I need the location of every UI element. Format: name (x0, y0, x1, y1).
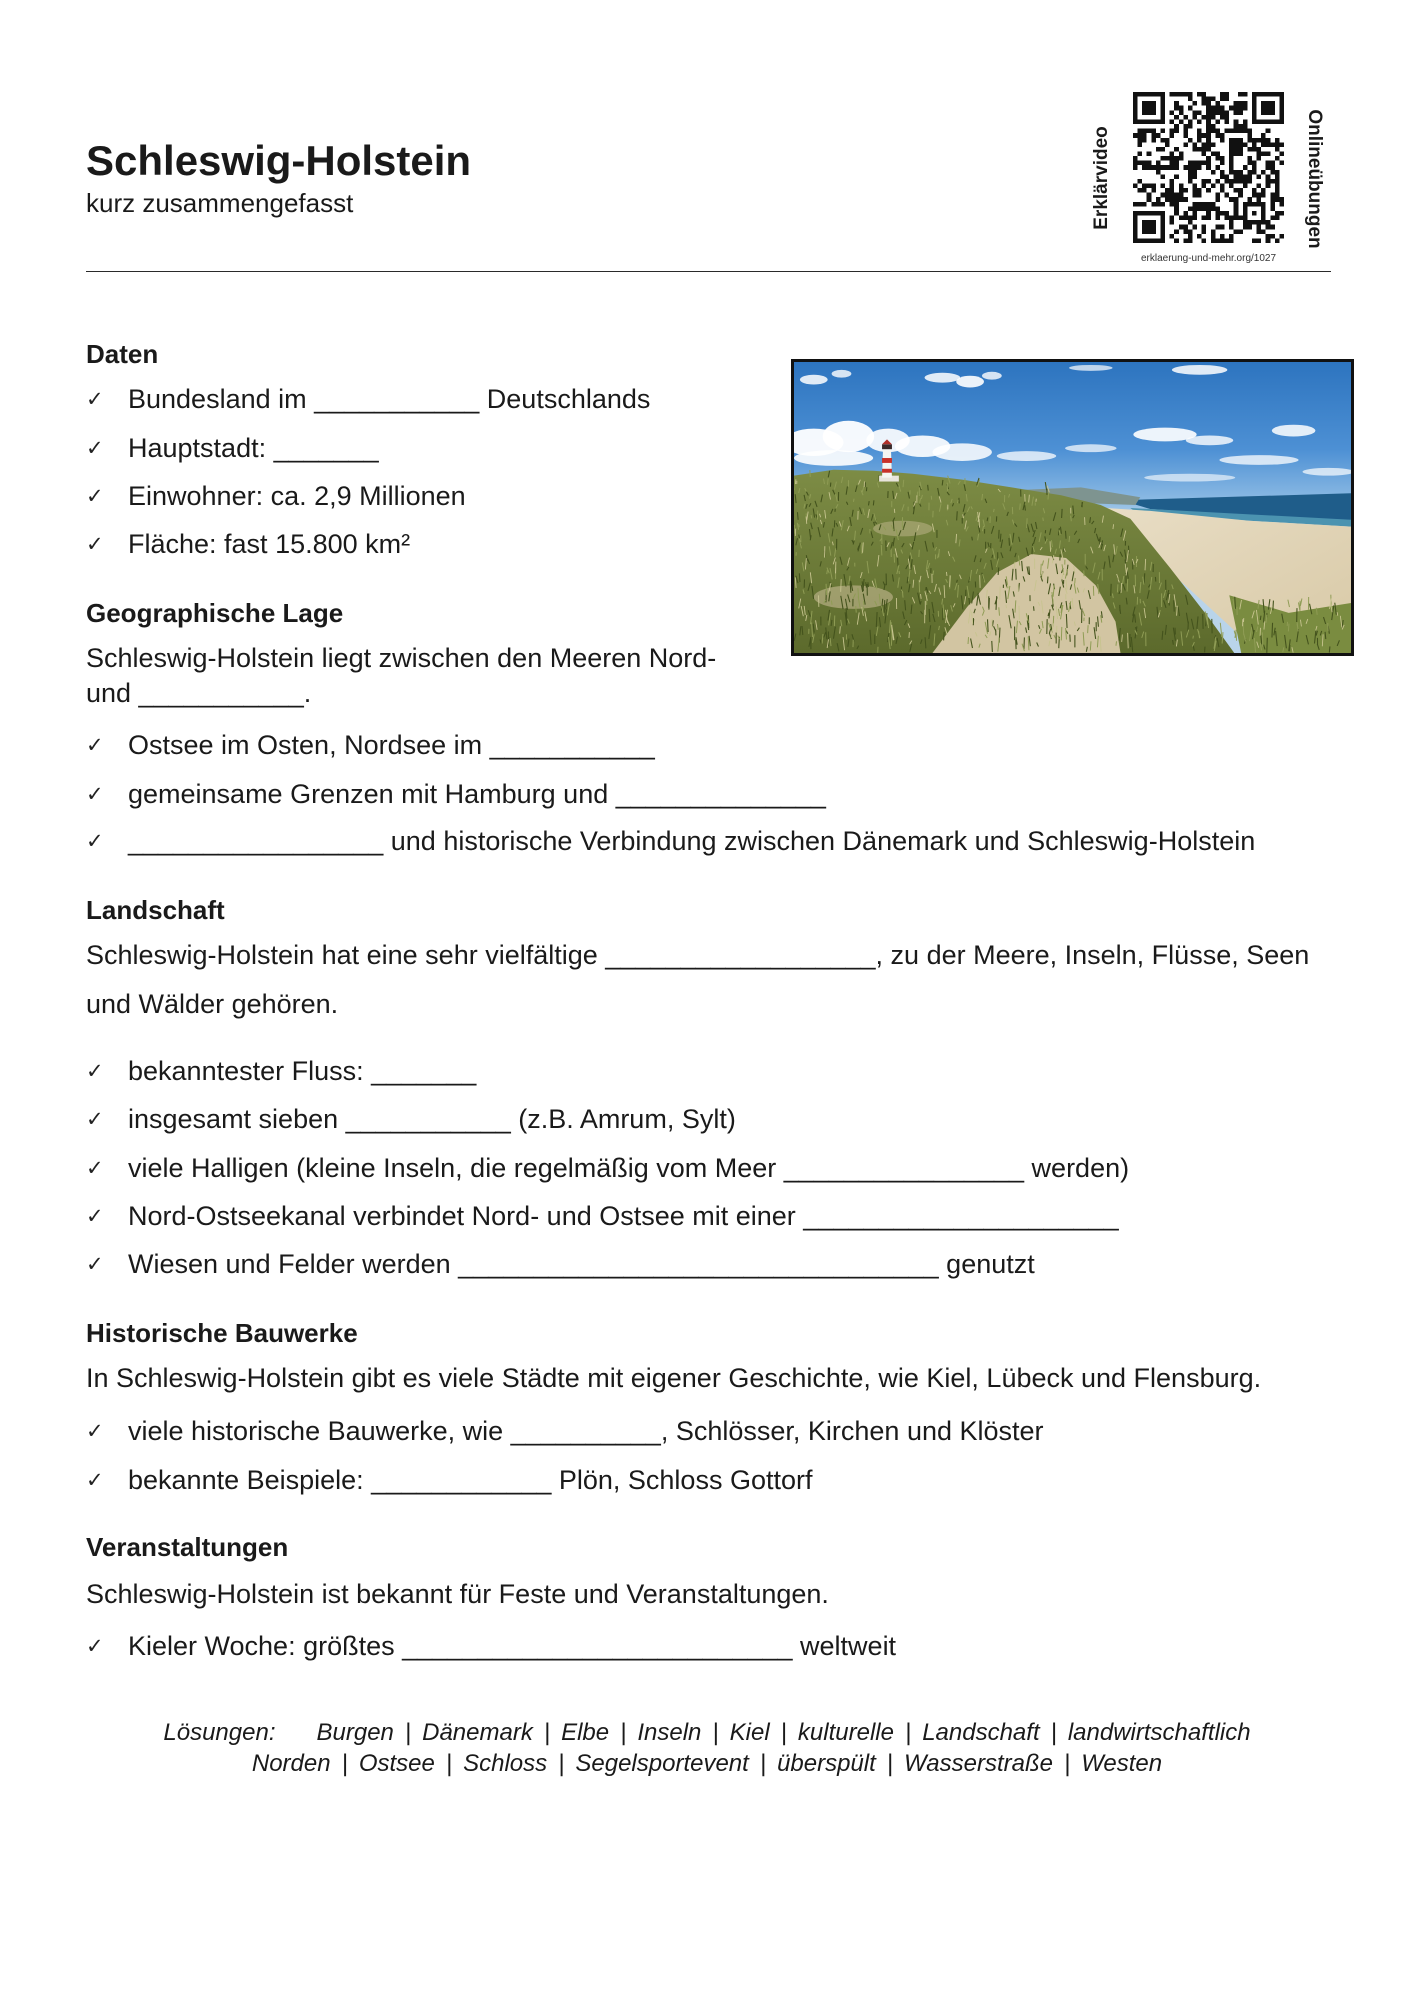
solution-separator: | (780, 1719, 787, 1746)
solution-word: kulturelle (797, 1719, 894, 1746)
qr-label-erklaervideo: Erklärvideo (1091, 126, 1112, 230)
page-subtitle: kurz zusammengefasst (86, 188, 354, 218)
paragraph-line: Schleswig-Holstein liegt zwischen den Meeren Nord- (86, 643, 717, 673)
check-icon: ✓ (86, 1252, 104, 1276)
list-item-text: Wiesen und Felder werden ________________________________ genutzt (128, 1249, 1035, 1279)
solution-separator: | (1050, 1719, 1057, 1746)
list-item-text: gemeinsame Grenzen mit Hamburg und ______________ (128, 779, 826, 809)
paragraph-line: und Wälder gehören. (86, 989, 339, 1019)
solution-word: Westen (1081, 1750, 1163, 1777)
cloud (832, 370, 852, 378)
solution-separator: | (904, 1719, 912, 1746)
list-item (86, 382, 1346, 416)
list-item (86, 777, 1346, 811)
qr-label-onlineuebungen: Onlineübungen (1304, 109, 1325, 249)
solution-word: Dänemark (422, 1719, 533, 1746)
list-item (86, 479, 1346, 513)
check-icon: ✓ (86, 1059, 104, 1083)
list-item-text: Ostsee im Osten, Nordsee im ___________ (128, 730, 655, 760)
list-item-text: Einwohner: ca. 2,9 Millionen (128, 481, 466, 511)
solution-word: Wasserstraße (904, 1750, 1053, 1777)
solution-word: Landschaft (922, 1719, 1040, 1746)
check-icon: ✓ (86, 782, 104, 806)
check-icon: ✓ (86, 829, 104, 853)
solution-separator: | (886, 1750, 894, 1777)
list-item (86, 1247, 1346, 1281)
solutions-words (252, 1750, 1162, 1778)
solution-word: Ostsee (358, 1750, 435, 1777)
heading-landschaft: Landschaft (86, 895, 225, 925)
solution-word: überspült (777, 1750, 876, 1777)
heading-geographische-lage: Geographische Lage (86, 598, 344, 628)
check-icon: ✓ (86, 1107, 104, 1131)
solutions-words (317, 1719, 1251, 1747)
list-item-text: Hauptstadt: _______ (128, 433, 379, 463)
solutions-line-2 (0, 1750, 1414, 1778)
check-icon: ✓ (86, 436, 104, 460)
list-item (86, 431, 1346, 465)
solution-word: Inseln (637, 1719, 702, 1746)
solution-separator: | (543, 1719, 551, 1746)
cloud (982, 372, 1002, 380)
check-icon: ✓ (86, 532, 104, 556)
solution-separator: | (620, 1719, 627, 1746)
list-item (86, 728, 1346, 762)
list-item-text: _________________ und historische Verbindung zwischen Dänemark und Schleswig-Holstein (128, 826, 1256, 856)
list-item-text: Fläche: fast 15.800 km² (128, 529, 411, 559)
qr-code-graphic (1133, 92, 1284, 243)
paragraph-line: Schleswig-Holstein hat eine sehr vielfältige __________________, zu der Meere, Inseln, Flüsse, Seen (86, 940, 1310, 970)
list-item (86, 1102, 1346, 1136)
list-item (86, 1414, 1346, 1448)
list-item-text: bekanntester Fluss: _______ (128, 1056, 477, 1086)
solution-separator: | (445, 1750, 453, 1777)
list-item-text: viele historische Bauwerke, wie __________, Schlösser, Kirchen und Klöster (128, 1416, 1044, 1446)
list-item (86, 527, 1346, 561)
list-item (86, 1463, 1346, 1497)
page-title: Schleswig-Holstein (86, 137, 472, 184)
paragraph-line: Schleswig-Holstein ist bekannt für Feste und Veranstaltungen. (86, 1579, 829, 1609)
list-item-text: viele Halligen (kleine Inseln, die regelmäßig vom Meer ________________ werden) (128, 1153, 1130, 1183)
check-icon: ✓ (86, 484, 104, 508)
check-icon: ✓ (86, 1204, 104, 1228)
solution-separator: | (341, 1750, 348, 1777)
solutions-label: Lösungen: (163, 1719, 276, 1746)
solution-word: Burgen (316, 1719, 394, 1746)
solution-separator: | (558, 1750, 565, 1777)
solution-word: Elbe (561, 1719, 610, 1746)
heading-daten: Daten (86, 339, 159, 369)
solution-separator: | (404, 1719, 412, 1746)
cloud (1069, 365, 1113, 371)
header-divider (86, 271, 1331, 272)
check-icon: ✓ (86, 1156, 104, 1180)
list-item-text: insgesamt sieben ___________ (z.B. Amrum, Sylt) (128, 1104, 736, 1134)
list-item-text: Bundesland im ___________ Deutschlands (128, 384, 651, 414)
list-item-text: Kieler Woche: größtes __________________________ weltweit (128, 1631, 897, 1661)
solution-word: Segelsportevent (575, 1750, 749, 1777)
lighthouse-band (882, 469, 892, 473)
check-icon: ✓ (86, 733, 104, 757)
solutions-line-1 (0, 1719, 1414, 1747)
cloud (1172, 365, 1227, 375)
qr-code-icon (1133, 92, 1284, 243)
check-icon: ✓ (86, 1419, 104, 1443)
solution-separator: | (712, 1719, 719, 1746)
check-icon: ✓ (86, 387, 104, 411)
solution-separator: | (1063, 1750, 1071, 1777)
check-icon: ✓ (86, 1634, 104, 1658)
list-item-text: bekannte Beispiele: ____________ Plön, Schloss Gottorf (128, 1465, 813, 1495)
solution-separator: | (759, 1750, 767, 1777)
solution-word: landwirtschaftlich (1067, 1719, 1251, 1746)
check-icon: ✓ (86, 1468, 104, 1492)
list-item (86, 1151, 1346, 1185)
heading-historische-bauwerke: Historische Bauwerke (86, 1318, 358, 1348)
list-item (86, 1629, 1346, 1663)
qr-url-caption: erklaerung-und-mehr.org/1027 (1140, 253, 1277, 264)
solution-word: Schloss (463, 1750, 548, 1777)
solution-word: Norden (251, 1750, 331, 1777)
heading-veranstaltungen: Veranstaltungen (86, 1532, 289, 1562)
list-item (86, 824, 1346, 858)
list-item-text: Nord-Ostseekanal verbindet Nord- und Ostsee mit einer _____________________ (128, 1201, 1119, 1231)
list-item (86, 1054, 1346, 1088)
list-item (86, 1199, 1346, 1233)
solution-word: Kiel (729, 1719, 770, 1746)
paragraph-line: In Schleswig-Holstein gibt es viele Städte mit eigener Geschichte, wie Kiel, Lübeck und Flensburg. (86, 1363, 1262, 1393)
paragraph-line: und ___________. (86, 678, 312, 708)
